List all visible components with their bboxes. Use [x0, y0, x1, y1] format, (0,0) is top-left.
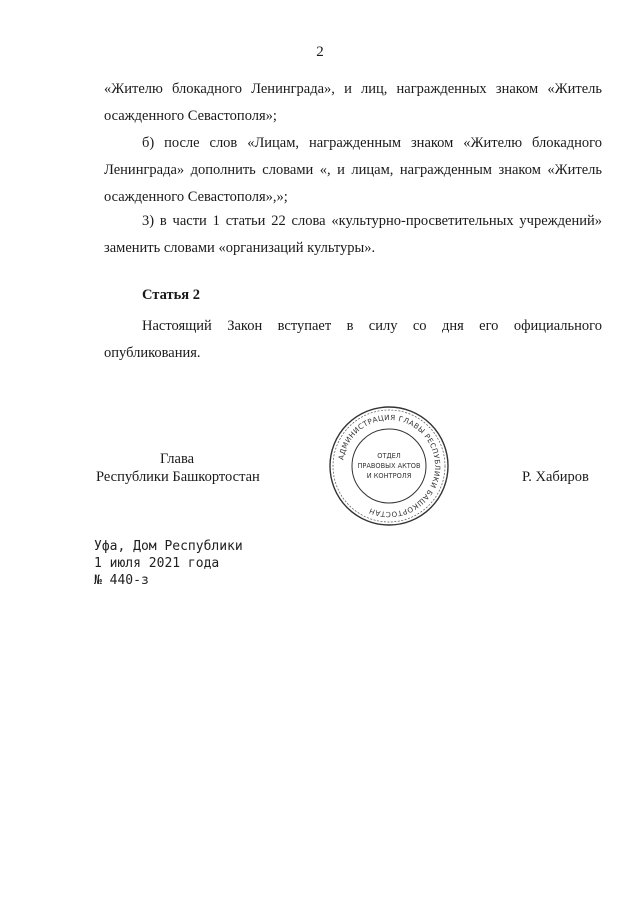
seal-center-line3: И КОНТРОЛЯ	[366, 472, 412, 480]
signature-title-line1: Глава	[160, 451, 195, 467]
paragraph-continuation: «Жителю блокадного Ленинграда», и лиц, награжденных знаком «Житель осажденного Севастополя»;	[104, 81, 602, 124]
footer-place: Уфа, Дом Республики	[94, 539, 243, 554]
paragraph-item-3	[104, 208, 602, 262]
article-paragraph-text: Настоящий Закон вступает в силу со дня его официального опубликования.	[104, 318, 602, 361]
seal-outer-text: АДМИНИСТРАЦИЯ ГЛАВЫ РЕСПУБЛИКИ БАШКОРТОСТАН	[336, 412, 443, 520]
paragraph-item-b-text: б) после слов «Лицам, награжденным знаком «Жителю блокадного Ленинграда» дополнить словами «, и лицам, награжденным знаком «Житель осажденного Севастополя»,»;	[104, 135, 602, 205]
official-seal-stamp	[327, 404, 451, 528]
seal-center-line2: ПРАВОВЫХ АКТОВ	[357, 462, 421, 470]
seal-center-line1: ОТДЕЛ	[377, 452, 401, 460]
footer-number: № 440-з	[94, 573, 149, 588]
article-heading: Статья 2	[142, 287, 200, 303]
footer-date: 1 июля 2021 года	[94, 556, 220, 571]
signature-name: Р. Хабиров	[522, 469, 589, 485]
paragraph-item-b	[104, 130, 602, 211]
paragraph-item-3-text: 3) в части 1 статьи 22 слова «культурно-просветительных учреждений» заменить словами «организаций культуры».	[104, 213, 602, 256]
article-paragraph	[104, 313, 602, 367]
signature-title-line2: Республики Башкортостан	[96, 469, 260, 485]
page-number: 2	[316, 44, 324, 60]
